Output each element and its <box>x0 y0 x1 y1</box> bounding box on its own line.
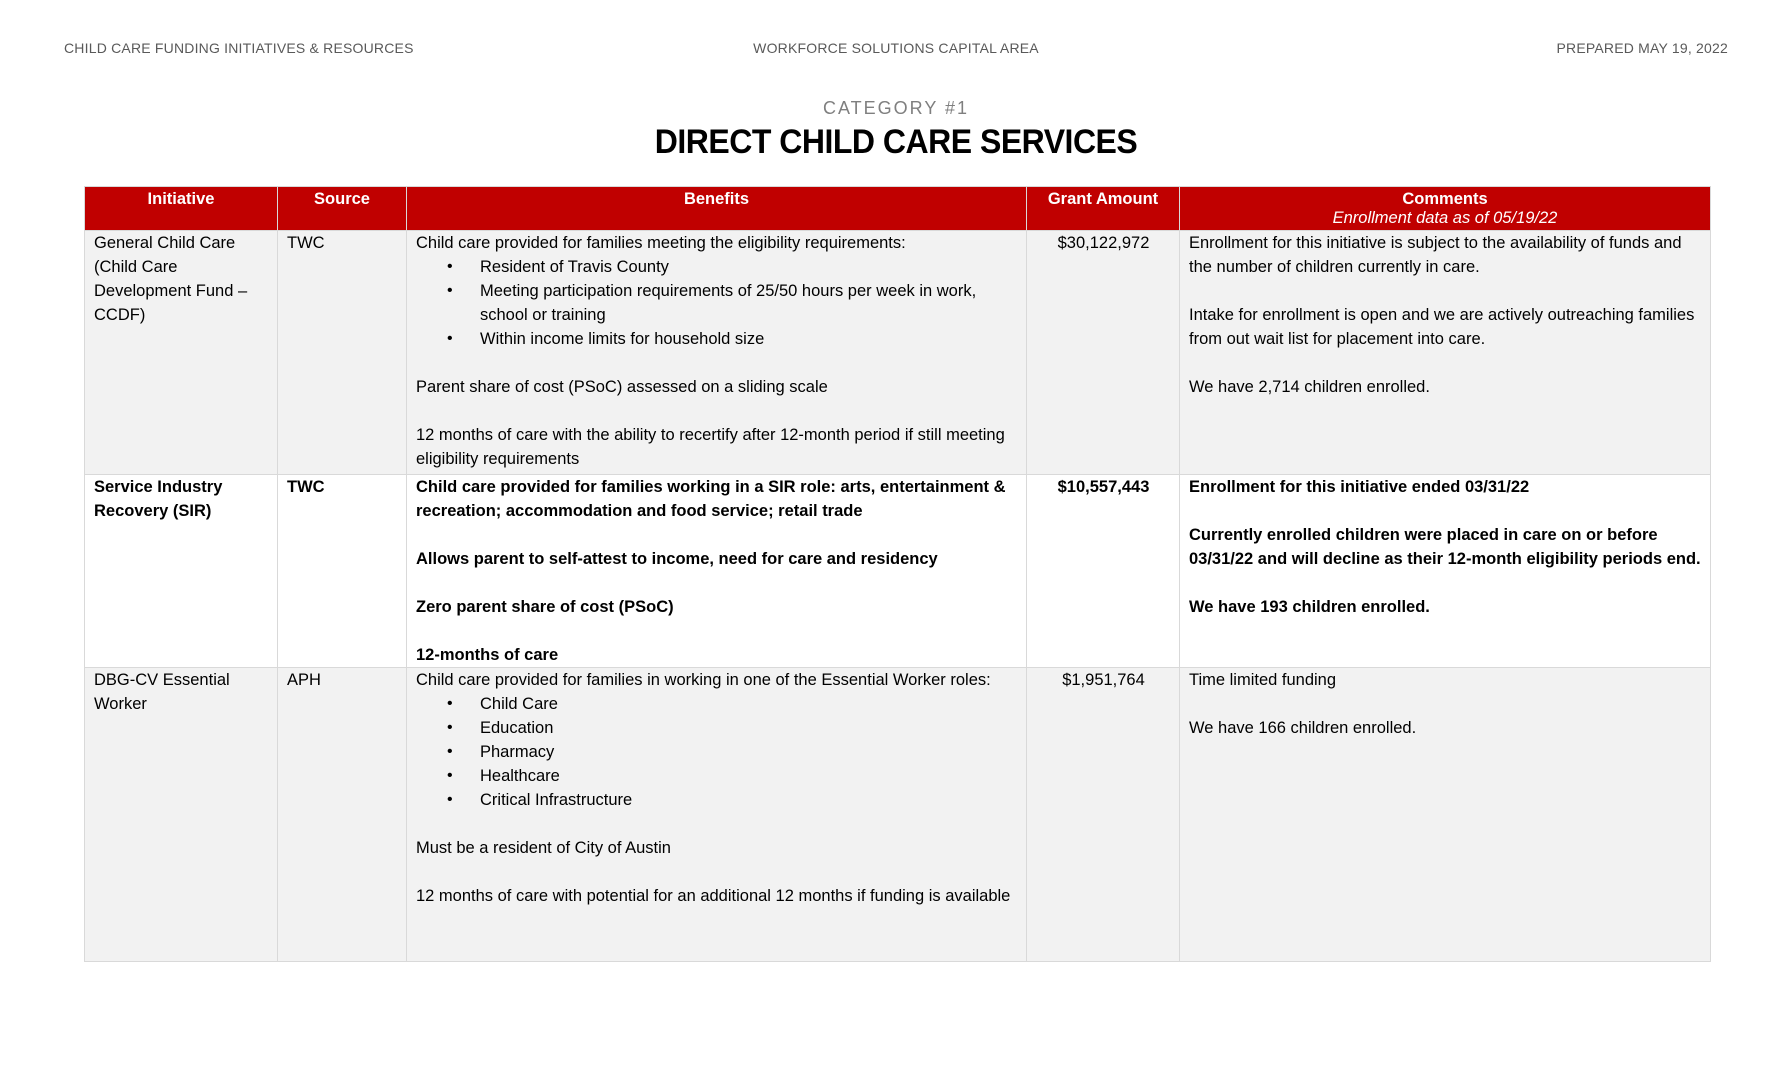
cell-benefits <box>407 475 1027 668</box>
benefits-bullet-list <box>416 692 1018 812</box>
category-label: CATEGORY #1 <box>822 98 970 118</box>
benefits-paragraph: Must be a resident of City of Austin <box>416 839 671 857</box>
column-header-benefits: Benefits <box>407 187 1027 231</box>
list-item: • Resident of Travis County <box>480 255 1018 279</box>
list-item: • Pharmacy <box>480 740 1018 764</box>
cell-comments <box>1180 231 1711 475</box>
cell-initiative: General Child Care (Child Care Development Fund – CCDF) <box>85 231 278 475</box>
cell-source: APH <box>278 668 407 962</box>
table-header-row <box>85 187 1711 231</box>
cell-grant-amount: $1,951,764 <box>1027 668 1180 962</box>
funding-table <box>84 186 1711 962</box>
benefits-intro: Child care provided for families in working in one of the Essential Worker roles: <box>416 671 991 689</box>
page-header <box>64 40 1728 58</box>
cell-grant-amount: $30,122,972 <box>1027 231 1180 475</box>
table-row <box>85 231 1711 475</box>
cell-benefits <box>407 668 1027 962</box>
column-header-grant-amount: Grant Amount <box>1027 187 1180 231</box>
cell-source: TWC <box>278 475 407 668</box>
cell-benefits <box>407 231 1027 475</box>
header-date-text: PREPARED MAY 19, 2022 <box>1556 40 1728 56</box>
comment-paragraph: Currently enrolled children were placed in care on or before 03/31/22 and will decline as their 12-month eligibility periods end. <box>1189 526 1701 568</box>
list-item: • Education <box>480 716 1018 740</box>
list-item: • Critical Infrastructure <box>480 788 1018 812</box>
benefits-intro: Child care provided for families meeting the eligibility requirements: <box>416 234 906 252</box>
cell-grant-amount: $10,557,443 <box>1027 475 1180 668</box>
list-item: • Within income limits for household size <box>480 327 1018 351</box>
comment-paragraph: Enrollment for this initiative is subject to the availability of funds and the number of children currently in care. <box>1189 234 1682 276</box>
benefits-bullet-list <box>416 255 1018 351</box>
comment-paragraph: Time limited funding <box>1189 671 1337 689</box>
cell-comments <box>1180 475 1711 668</box>
column-header-comments-subtitle: Enrollment data as of 05/19/22 <box>1332 209 1558 227</box>
benefits-paragraph: Parent share of cost (PSoC) assessed on a sliding scale <box>416 378 828 396</box>
comment-paragraph: We have 2,714 children enrolled. <box>1189 378 1430 396</box>
benefits-paragraph: Zero parent share of cost (PSoC) <box>416 598 674 616</box>
table-row <box>85 475 1711 668</box>
column-header-comments-label: Comments <box>1402 190 1488 208</box>
column-header-comments <box>1180 187 1711 231</box>
benefits-paragraph: 12 months of care with the ability to recertify after 12-month period if still meeting eligibility requirements <box>416 426 1005 468</box>
benefits-paragraph: Child care provided for families working in a SIR role: arts, entertainment & recreation; accommodation and food service; retail trade <box>416 478 1006 520</box>
benefits-paragraph: 12 months of care with potential for an additional 12 months if funding is available <box>416 887 1011 905</box>
cell-source: TWC <box>278 231 407 475</box>
comment-paragraph: We have 193 children enrolled. <box>1189 598 1430 616</box>
cell-initiative: DBG-CV Essential Worker <box>85 668 278 962</box>
cell-comments <box>1180 668 1711 962</box>
comment-paragraph: Intake for enrollment is open and we are actively outreaching families from out wait list for placement into care. <box>1189 306 1695 348</box>
benefits-paragraph: 12-months of care <box>416 646 559 664</box>
page-title: DIRECT CHILD CARE SERVICES <box>654 121 1138 161</box>
list-item: • Child Care <box>480 692 1018 716</box>
benefits-paragraph: Allows parent to self-attest to income, need for care and residency <box>416 550 938 568</box>
cell-initiative: Service Industry Recovery (SIR) <box>85 475 278 668</box>
list-item: • Meeting participation requirements of 25/50 hours per week in work, school or training <box>480 279 1018 327</box>
column-header-source: Source <box>278 187 407 231</box>
table-row <box>85 668 1711 962</box>
comment-paragraph: Enrollment for this initiative ended 03/31/22 <box>1189 478 1530 496</box>
list-item: • Healthcare <box>480 764 1018 788</box>
column-header-initiative: Initiative <box>85 187 278 231</box>
header-left-text: CHILD CARE FUNDING INITIATIVES & RESOURCES <box>64 40 414 56</box>
header-center-text: WORKFORCE SOLUTIONS CAPITAL AREA <box>753 40 1039 56</box>
comment-paragraph: We have 166 children enrolled. <box>1189 719 1417 737</box>
